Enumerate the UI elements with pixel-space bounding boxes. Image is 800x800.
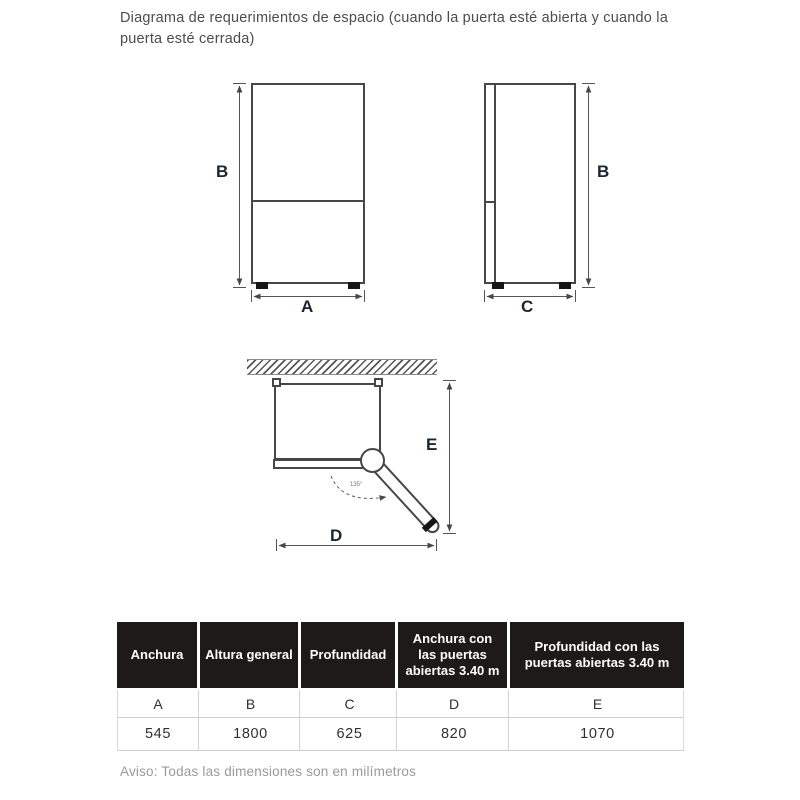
dim-label-side-height: B — [597, 162, 610, 181]
door-swing-angle-label: 135° — [350, 482, 363, 488]
fridge-front-view — [251, 83, 365, 284]
header-altura-general: Altura general — [200, 622, 298, 688]
letter-cell: D — [396, 690, 508, 717]
top-view-right-bumper — [374, 378, 383, 387]
fridge-front-door-divider — [251, 200, 365, 202]
dim-label-side-depth: C — [521, 297, 534, 316]
letter-cell: C — [299, 690, 396, 717]
value-cell: 820 — [396, 718, 508, 750]
value-cell: 545 — [145, 726, 171, 742]
dim-label-clearance: E — [426, 435, 438, 454]
table-body — [117, 690, 684, 751]
fridge-side-door-divider — [484, 201, 496, 203]
door-handle — [422, 517, 438, 532]
header-profundidad: Profundidad — [301, 622, 395, 688]
letter-cell: E — [508, 690, 683, 717]
value-cell: 1800 — [198, 718, 299, 750]
letter-cell: B — [198, 690, 299, 717]
header-anchura: Anchura — [117, 622, 197, 688]
units-note: Aviso: Todas las dimensiones son en milímetros — [120, 764, 417, 779]
header-anchura-puertas-abiertas: Anchura con las puertas abiertas 3.40 m — [398, 622, 507, 688]
page-title: Diagrama de requerimientos de espacio (cuando la puerta esté abierta y cuando la puerta esté cerrada) — [120, 10, 668, 47]
fridge-front-left-foot — [256, 282, 268, 289]
letter-cell: A — [153, 695, 163, 712]
top-view-left-bumper — [272, 378, 281, 387]
value-cell: 1070 — [508, 718, 683, 750]
door-hinge-pivot — [360, 448, 385, 473]
dim-label-front-width: A — [301, 297, 314, 316]
top-view-door-closed — [273, 459, 372, 469]
fridge-front-right-foot — [348, 282, 360, 289]
fridge-side-door-line — [494, 83, 496, 284]
dim-label-front-height: B — [216, 162, 229, 181]
dim-label-open-width: D — [330, 526, 343, 545]
fridge-side-right-foot — [559, 282, 571, 289]
dimensions-table — [117, 622, 684, 751]
wall-hatch — [247, 359, 437, 375]
fridge-top-view-body — [274, 383, 381, 460]
header-profundidad-puertas-abiertas: Profundidad con las puertas abiertas 3.40 m — [510, 622, 684, 688]
value-cell: 625 — [299, 718, 396, 750]
fridge-side-view — [484, 83, 576, 284]
fridge-side-left-foot — [492, 282, 504, 289]
table-row-values — [118, 718, 683, 750]
table-header-row — [117, 622, 684, 688]
table-row-letters — [118, 690, 683, 718]
